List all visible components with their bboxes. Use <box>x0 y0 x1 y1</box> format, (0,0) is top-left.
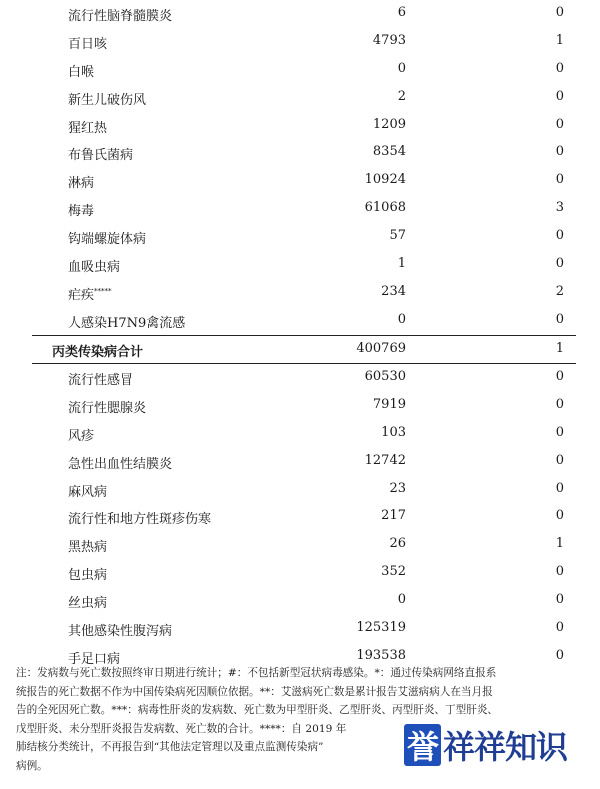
disease-name: 麻风病 <box>68 484 108 500</box>
case-count: 1209 <box>372 116 406 132</box>
disease-name: 急性出血性结膜炎 <box>68 456 173 472</box>
case-count: 217 <box>381 508 406 524</box>
death-count: 0 <box>555 508 564 524</box>
case-count: 4793 <box>372 32 406 48</box>
death-count: 1 <box>555 32 564 48</box>
disease-name: 流行性感冒 <box>68 373 134 388</box>
case-count: 8354 <box>372 144 406 160</box>
table-row <box>0 84 600 112</box>
table-row <box>0 420 600 448</box>
table-row <box>0 559 600 587</box>
table-row <box>0 392 600 420</box>
case-count: 26 <box>389 536 406 552</box>
case-count: 10924 <box>364 172 406 188</box>
table-body-bottom <box>0 364 600 671</box>
disease-name: 百日咳 <box>68 36 108 52</box>
table-row <box>0 364 600 392</box>
disease-name: 其他感染性腹泻病 <box>68 624 173 640</box>
death-count: 0 <box>555 311 564 327</box>
death-count: 0 <box>555 5 564 20</box>
subtotal-cases: 400769 <box>356 341 406 356</box>
disease-name: 梅毒 <box>68 204 95 220</box>
disease-name: 人感染H7N9禽流感 <box>68 315 186 331</box>
case-count: 125319 <box>356 620 406 636</box>
table-row <box>0 139 600 167</box>
case-count: 60530 <box>364 369 406 384</box>
disease-name: 血吸虫病 <box>68 260 121 276</box>
watermark-logo <box>404 722 584 768</box>
case-count: 6 <box>397 5 406 20</box>
disease-name: 手足口病 <box>68 651 121 667</box>
death-count: 0 <box>555 228 564 244</box>
death-count: 0 <box>555 592 564 608</box>
death-count: 0 <box>555 172 564 188</box>
case-count: 2 <box>397 88 406 104</box>
case-count: 0 <box>397 60 406 76</box>
death-count: 0 <box>555 88 564 104</box>
table-row-subtotal <box>0 336 600 364</box>
death-count: 0 <box>555 480 564 496</box>
table-row <box>0 279 600 307</box>
table-row <box>0 56 600 84</box>
death-count: 0 <box>555 396 564 412</box>
table-row <box>0 28 600 56</box>
case-count: 1 <box>397 256 406 272</box>
disease-name-wrap <box>68 284 112 303</box>
case-count: 193538 <box>356 647 406 663</box>
table-row <box>0 587 600 615</box>
death-count: 0 <box>555 452 564 468</box>
disease-name: 钩端螺旋体病 <box>68 232 147 248</box>
table-row <box>0 503 600 531</box>
disease-name: 流行性脑脊髓膜炎 <box>68 9 173 24</box>
death-count: 0 <box>555 116 564 132</box>
table-row <box>0 195 600 223</box>
case-count: 57 <box>389 228 406 244</box>
disease-name: 新生儿破伤风 <box>68 92 147 108</box>
disease-name: 丝虫病 <box>68 596 108 612</box>
case-count: 7919 <box>372 396 406 412</box>
footnote-mark: ***** <box>94 287 112 296</box>
table-row <box>0 112 600 140</box>
footnote-line: 病例。 <box>16 759 48 772</box>
footnote-line: 注：发病数与死亡数按照终审日期进行统计；#：不包括新型冠状病毒感染。*：通过传染病网络直报系 <box>16 667 497 679</box>
death-count: 0 <box>555 60 564 76</box>
table-body-top <box>0 0 600 335</box>
disease-name: 流行性和地方性斑疹伤寒 <box>68 512 212 528</box>
table-row <box>0 251 600 279</box>
footnote-line: 戊型肝炎、未分型肝炎报告发病数、死亡数的合计。****：自 2019 年 <box>16 722 347 735</box>
disease-name: 布鲁氏菌病 <box>68 148 134 164</box>
table-row <box>0 531 600 559</box>
subtotal-deaths: 1 <box>555 341 564 356</box>
subtotal-name: 丙类传染病合计 <box>52 345 144 360</box>
case-count: 103 <box>381 424 406 440</box>
death-count: 0 <box>555 369 564 384</box>
case-count: 23 <box>389 480 406 496</box>
case-count: 352 <box>381 564 406 580</box>
disease-name: 流行性腮腺炎 <box>68 400 147 416</box>
case-count: 0 <box>397 592 406 608</box>
table-row <box>0 0 600 28</box>
table-row <box>0 476 600 504</box>
disease-name: 黑热病 <box>68 540 108 556</box>
death-count: 3 <box>555 200 564 216</box>
table-row <box>0 615 600 643</box>
case-count: 61068 <box>364 200 406 216</box>
disease-name: 疟疾 <box>68 287 95 303</box>
case-count: 12742 <box>364 452 406 468</box>
death-count: 0 <box>555 256 564 272</box>
table-row <box>0 307 600 335</box>
table-row <box>0 167 600 195</box>
death-count: 0 <box>555 144 564 160</box>
footnote-line: 肺结核分类统计，不再报告到“其他法定管理以及重点监测传染病” <box>16 741 324 753</box>
disease-name: 猩红热 <box>68 120 108 136</box>
death-count: 2 <box>555 283 564 299</box>
table-row <box>0 223 600 251</box>
watermark-text: 祥祥知识 <box>443 728 568 766</box>
disease-name: 风疹 <box>68 428 95 444</box>
footnote-line: 统报告的死亡数据不作为中国传染病死因顺位依据。**：艾滋病死亡数是累计报告艾滋病病人在当月报 <box>16 685 493 698</box>
death-count: 0 <box>555 620 564 636</box>
case-count: 234 <box>381 283 406 299</box>
disease-name: 白喉 <box>68 64 95 80</box>
disease-name: 淋病 <box>68 176 95 192</box>
death-count: 1 <box>555 536 564 552</box>
table-row <box>0 448 600 476</box>
death-count: 0 <box>555 424 564 440</box>
footnote-line: 告的全死因死亡数。***：病毒性肝炎的发病数、死亡数为甲型肝炎、乙型肝炎、丙型肝炎、丁型肝炎、 <box>16 704 499 716</box>
death-count: 0 <box>555 564 564 580</box>
disease-name: 包虫病 <box>68 568 108 584</box>
death-count: 0 <box>555 647 564 663</box>
case-count: 0 <box>397 311 406 327</box>
watermark-box: 誉 <box>404 724 441 766</box>
